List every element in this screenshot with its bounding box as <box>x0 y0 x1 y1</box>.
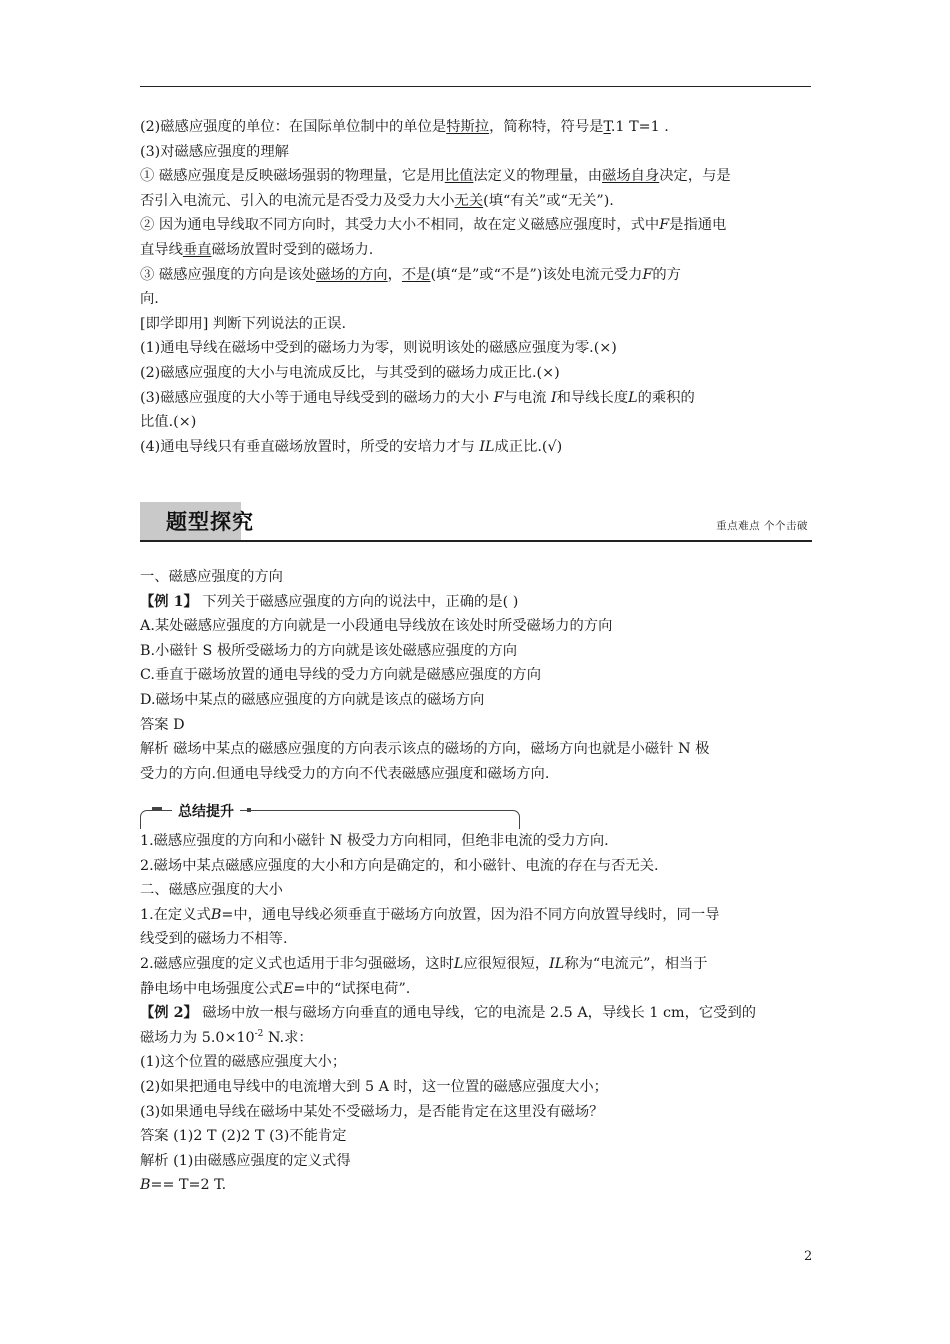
text: 2.磁感应强度的定义式也适用于非匀强磁场，这时 <box>140 955 454 972</box>
text-line <box>140 238 812 263</box>
section-banner <box>140 502 812 540</box>
text: 和导线长度 <box>556 389 629 406</box>
option-a: A.某处磁感应强度的方向就是一小段通电导线放在该处时所受磁场力的方向 <box>140 618 613 635</box>
summary-section <box>140 829 812 1198</box>
math-symbol: IL <box>549 955 565 972</box>
option-d: D.磁场中某点的磁感应强度的方向就是该点的磁场方向 <box>140 691 485 708</box>
section-heading: 二、磁感应强度的大小 <box>140 882 283 899</box>
example-label: 【例 2】 <box>140 1005 198 1022</box>
formula-line <box>140 1173 812 1198</box>
text: =中的“试探电荷”. <box>293 980 411 997</box>
text: ， <box>387 266 402 283</box>
sub-question: (2)如果把通电导线中的电流增大到 5 A 时，这一位置的磁感应强度大小； <box>140 1078 608 1095</box>
example-1-section <box>140 565 812 786</box>
summary-header <box>140 801 520 821</box>
sub-question: (1)这个位置的磁感应强度大小； <box>140 1054 347 1071</box>
text-line <box>140 1026 812 1051</box>
text-line: (3)对磁感应强度的理解 <box>140 143 289 160</box>
text: (3)磁感应强度的大小等于通电导线受到的磁场力的大小 <box>140 389 494 406</box>
text: 称为“电流元”，相当于 <box>564 955 708 972</box>
decor-bar <box>152 807 162 810</box>
math-symbol: F <box>493 389 504 406</box>
analysis-line: 受力的方向.但通电导线受力的方向不代表磁感应强度和磁场方向. <box>140 765 550 782</box>
answer-line: 答案 (1)2 T (2)2 T (3)不能肯定 <box>140 1128 347 1145</box>
text: 否引入电流元、引入的电流元是否受力及受力大小 <box>140 192 455 209</box>
banner-subtitle: 重点难点 个个击破 <box>716 520 808 532</box>
blank-answer: T <box>603 119 611 135</box>
text-line <box>140 952 812 977</box>
header-rule <box>140 86 811 87</box>
text-line: (1)通电导线在磁场中受到的磁场力为零，则说明该处的磁感应强度为零.(×) <box>140 340 617 357</box>
blank-answer: 磁场的方向 <box>316 266 388 283</box>
text: .1 T=1 . <box>610 119 669 135</box>
text: N.求： <box>263 1029 313 1046</box>
text-line <box>140 386 812 411</box>
decor-square <box>247 808 251 812</box>
blank-answer: 垂直 <box>182 241 212 258</box>
example-question <box>140 590 812 615</box>
text-line: 2.磁场中某点磁感应强度的大小和方向是确定的，和小磁针、电流的存在与否无关. <box>140 857 659 874</box>
text: ② 因为通电导线取不同方向时，其受力大小不相同，故在定义磁感应强度时，式中 <box>140 217 660 234</box>
text: == T=2 T. <box>150 1177 227 1194</box>
text: (4)通电导线只有垂直磁场放置时，所受的安培力才与 <box>140 438 480 455</box>
blank-answer: 比值 <box>444 168 474 185</box>
text: 应很短很短， <box>463 955 550 972</box>
math-symbol: B <box>140 1177 151 1194</box>
example-question <box>140 1001 812 1026</box>
concept-section <box>140 115 812 459</box>
text: 下列关于磁感应强度的方向的说法中，正确的是( ) <box>197 593 519 610</box>
text: 法定义的物理量，由 <box>473 168 603 185</box>
text: (2)磁感应强度的单位：在国际单位制中的单位是 <box>140 119 447 135</box>
option-c: C.垂直于磁场放置的通电导线的受力方向就是磁感应强度的方向 <box>140 667 541 684</box>
sub-question: (3)如果通电导线在磁场中某处不受磁场力，是否能肯定在这里没有磁场？ <box>140 1103 604 1120</box>
text-line: 线受到的磁场力不相等. <box>140 931 288 948</box>
text: 静电场中电场强度公式 <box>140 980 283 997</box>
math-symbol: F <box>642 266 653 283</box>
text-line <box>140 164 812 189</box>
section-heading: 一、磁感应强度的方向 <box>140 569 283 585</box>
text: 磁场放置时受到的磁场力. <box>211 241 374 258</box>
text: 1.在定义式 <box>140 906 211 923</box>
banner-title: 题型探究 <box>166 510 254 534</box>
math-symbol: IL <box>479 438 495 455</box>
math-symbol: F <box>659 217 670 234</box>
math-symbol: E <box>282 980 294 997</box>
text: (填“是”或“不是”)该处电流元受力 <box>430 266 643 283</box>
math-symbol: L <box>453 955 464 972</box>
math-symbol: B <box>210 906 222 923</box>
exponent: -2 <box>254 1028 264 1039</box>
blank-answer: 无关 <box>454 192 484 209</box>
text: 磁场力为 5.0×10 <box>140 1029 255 1046</box>
answer-line: 答案 D <box>140 716 185 733</box>
page-number: 2 <box>804 1249 813 1264</box>
text: 直导线 <box>140 241 183 258</box>
text-line <box>140 977 812 1002</box>
text: 的乘积的 <box>637 389 695 406</box>
text: 决定，与是 <box>659 168 731 185</box>
text: 与电流 <box>503 389 551 406</box>
text: 成正比.(√) <box>494 438 563 455</box>
text: ，简称特，符号是 <box>489 119 604 135</box>
text-line: 比值.(×) <box>140 414 197 431</box>
text-line: 向. <box>140 291 159 308</box>
blank-answer: 不是 <box>401 266 431 283</box>
option-b: B.小磁针 S 极所受磁场力的方向就是该处磁感应强度的方向 <box>140 642 518 659</box>
example-label: 【例 1】 <box>140 593 198 610</box>
text: (填“有关”或“无关”). <box>483 192 614 209</box>
text: 的方 <box>652 266 681 283</box>
text-line: 1.磁感应强度的方向和小磁针 N 极受力方向相同，但绝非电流的受力方向. <box>140 833 609 849</box>
text-line <box>140 189 812 214</box>
summary-title: 总结提升 <box>172 801 240 821</box>
text-line <box>140 213 812 238</box>
text-line: [即学即用] 判断下列说法的正误. <box>140 315 347 332</box>
analysis-line: 解析 磁场中某点的磁感应强度的方向表示该点的磁场的方向，磁场方向也就是小磁针 N 极 <box>140 741 710 758</box>
text-line <box>140 115 812 140</box>
blank-answer: 特斯拉 <box>446 119 490 135</box>
text: 磁场中放一根与磁场方向垂直的通电导线，它的电流是 2.5 A，导线长 1 cm，它受到的 <box>197 1005 757 1022</box>
blank-answer: 磁场自身 <box>602 168 660 185</box>
text: 是指通电 <box>669 217 727 234</box>
math-symbol: L <box>628 389 638 406</box>
analysis-line: 解析 (1)由磁感应强度的定义式得 <box>140 1152 351 1169</box>
banner-rule <box>140 540 812 542</box>
text-line <box>140 435 812 460</box>
text-line <box>140 903 812 928</box>
text-line <box>140 263 812 288</box>
text: ① 磁感应强度是反映磁场强弱的物理量，它是用 <box>140 168 445 185</box>
math-symbol: I <box>550 389 557 406</box>
text: =中，通电导线必须垂直于磁场方向放置，因为沿不同方向放置导线时，同一导 <box>221 906 720 923</box>
text: ③ 磁感应强度的方向是该处 <box>140 266 317 283</box>
text-line: (2)磁感应强度的大小与电流成反比，与其受到的磁场力成正比.(×) <box>140 364 560 381</box>
